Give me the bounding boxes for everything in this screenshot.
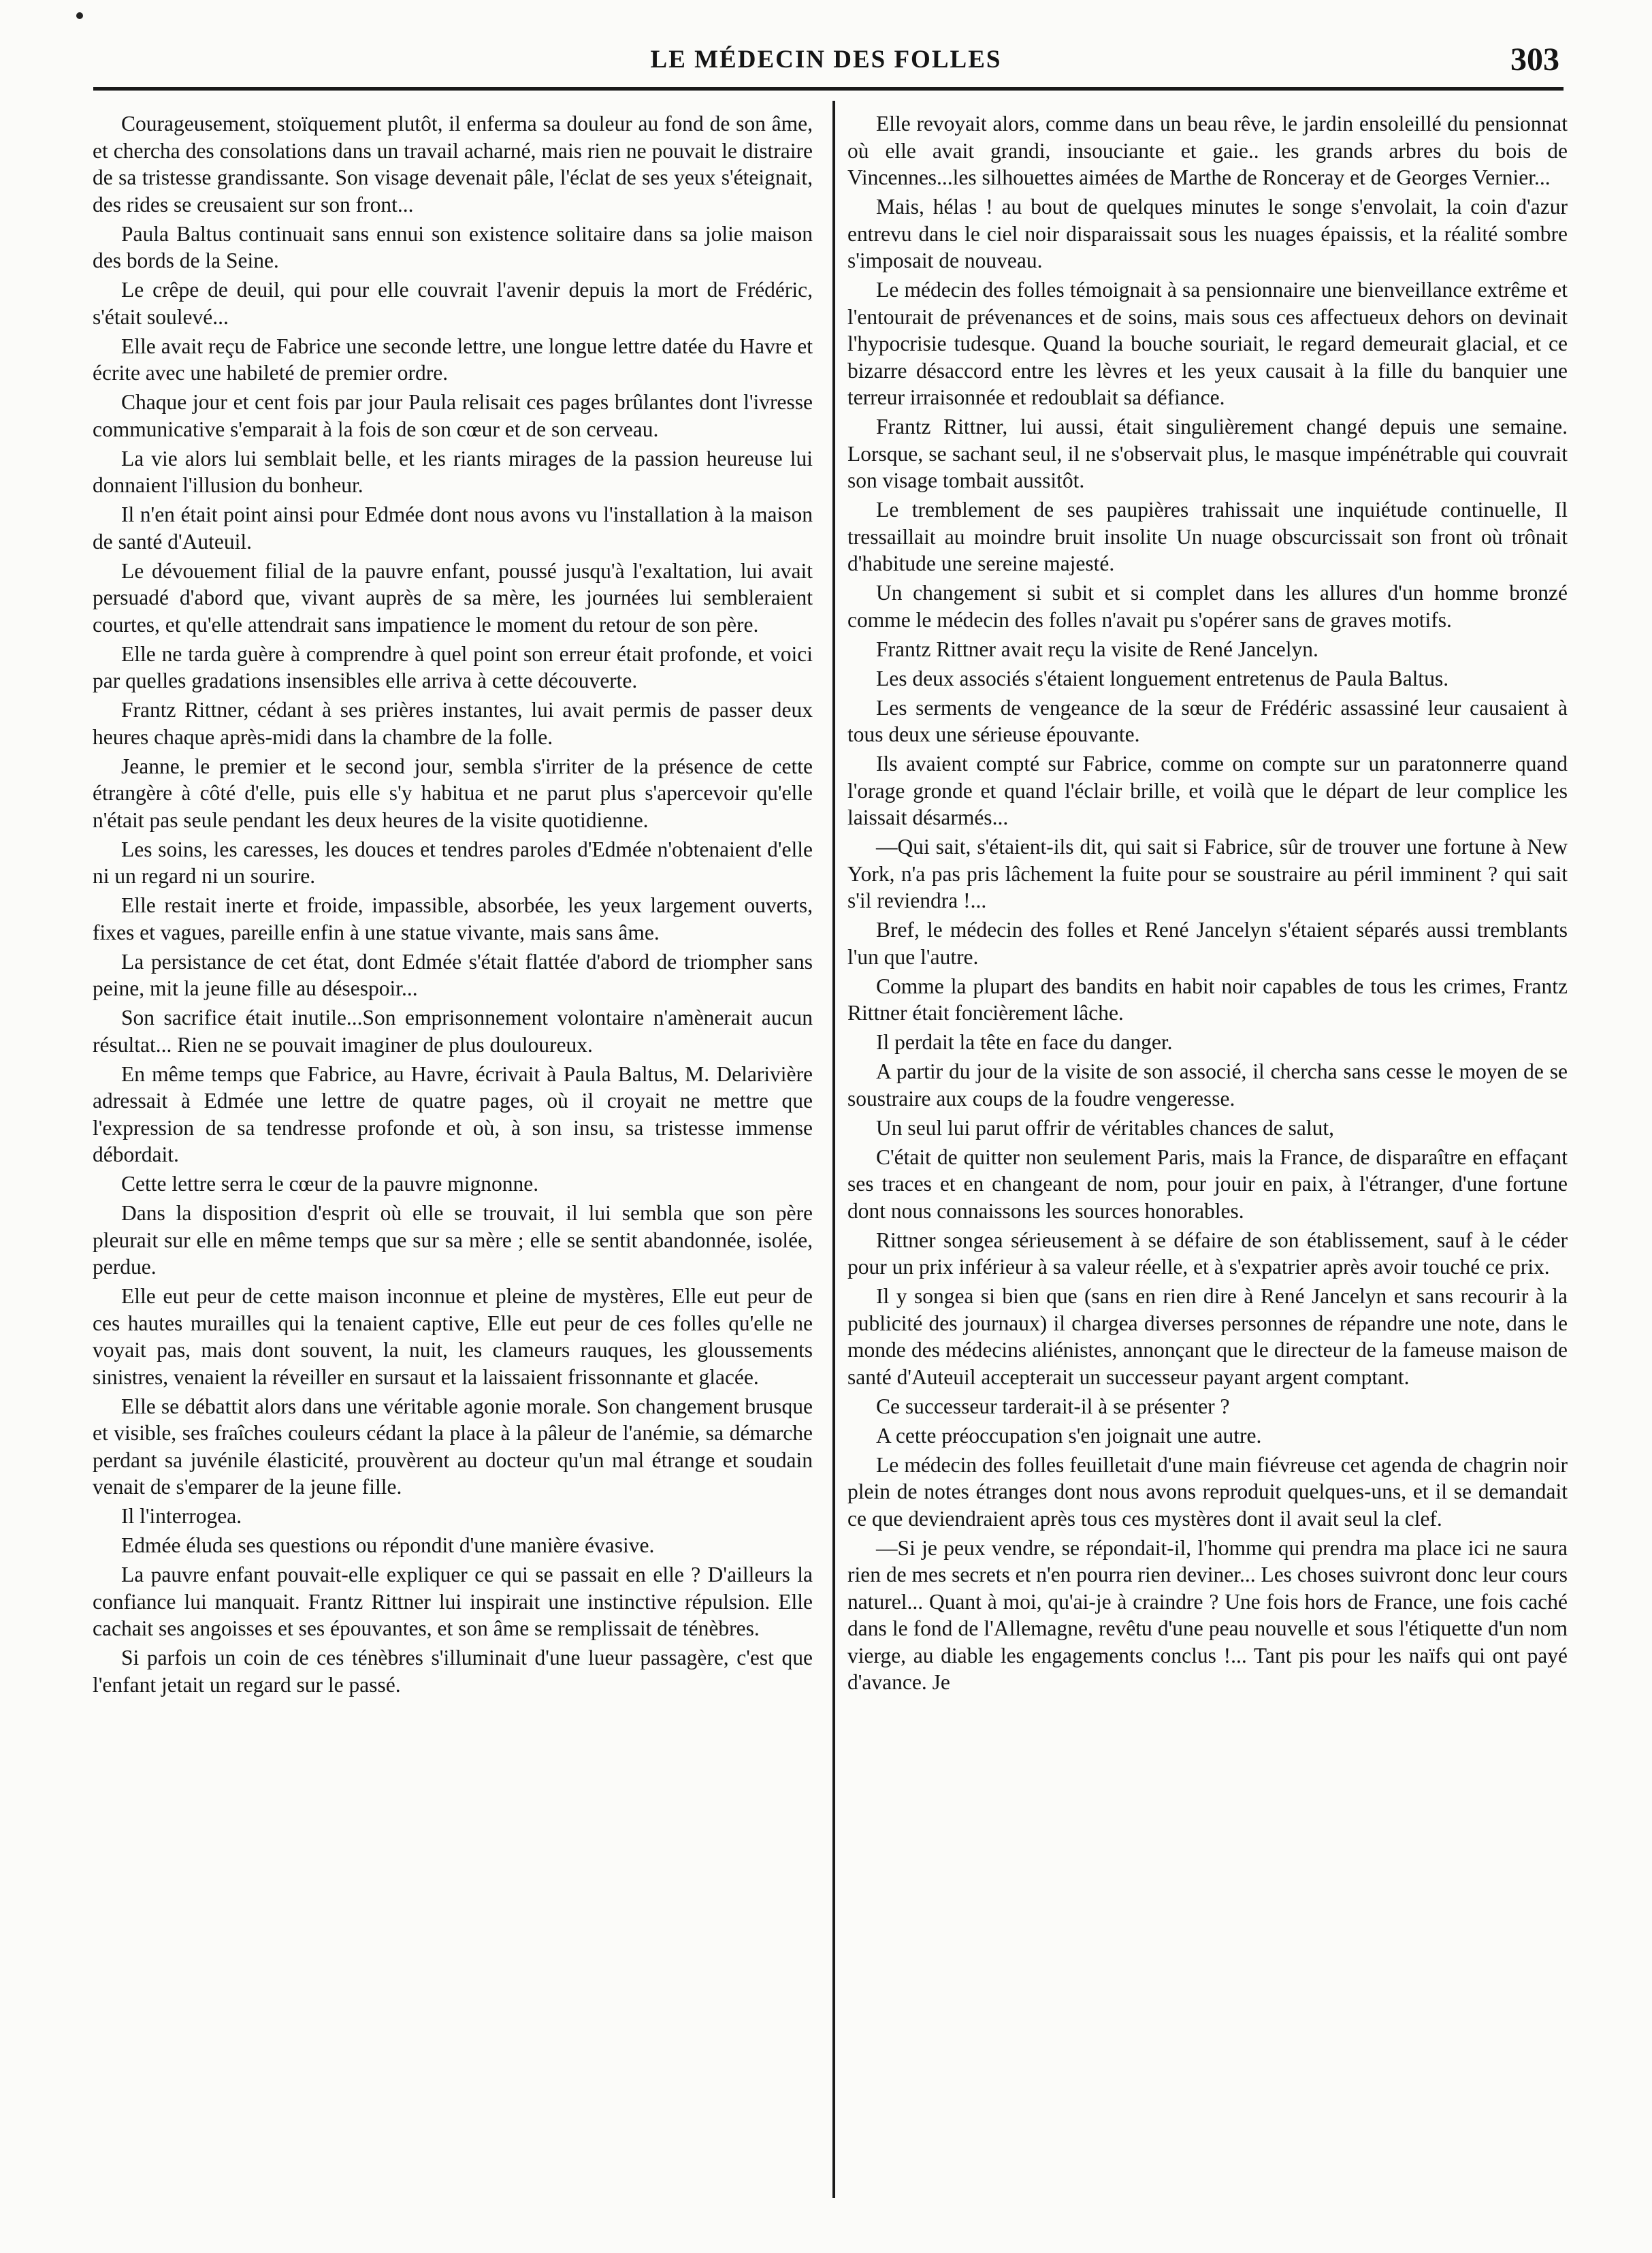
- paragraph: En même temps que Fabrice, au Havre, écrivait à Paula Baltus, M. Delarivière adressait à Edmée une lettre de quatre pages, où il croyait ne mettre que l'expression de sa tendresse profonde et où, à son insu, sa tristesse immense débordait.: [93, 1061, 813, 1166]
- paragraph: Les deux associés s'étaient longuement entretenus de Paula Baltus.: [876, 666, 1449, 690]
- paragraph: Elle restait inerte et froide, impassible, absorbée, les yeux largement ouverts, fixes et vagues, pareille enfin à une statue vivante, mais sans âme.: [93, 893, 813, 944]
- right-column: [847, 110, 1568, 2211]
- running-title: LE MÉDECIN DES FOLLES: [650, 46, 1002, 74]
- paragraph: Paula Baltus continuait sans ennui son existence solitaire dans sa jolie maison des bords de la Seine.: [93, 221, 813, 272]
- paragraph: Un changement si subit et si complet dans les allures d'un homme bronzé comme le médecin des folles n'avait pu s'opérer sans de graves motifs.: [847, 581, 1568, 632]
- paragraph: Elle eut peur de cette maison inconnue et pleine de mystères, Elle eut peur de ces hautes murailles qui la tenaient captive, Elle eut peur de ces folles qu'elle ne voyait pas, mais dont souvent, la nuit, les clameurs rauques, les gloussements sinistres, venaient la réveiller en sursaut et la laissaient frissonnante et glacée.: [93, 1284, 813, 1389]
- paragraph: —Qui sait, s'étaient-ils dit, qui sait si Fabrice, sûr de trouver une fortune à New York, n'a pas pris lâchement la fuite pour se soustraire au péril imminent ? qui sait s'il reviendra !...: [847, 835, 1568, 912]
- paragraph: Si parfois un coin de ces ténèbres s'illuminait d'une lueur passagère, c'est que l'enfant jetait un regard sur le passé.: [93, 1646, 813, 1697]
- paragraph: Comme la plupart des bandits en habit noir capables de tous les crimes, Frantz Rittner était foncièrement lâche.: [847, 974, 1568, 1025]
- paragraph: Rittner songea sérieusement à se défaire de son établissement, sauf à le céder pour un prix inférieur à sa valeur réelle, et à s'expatrier après avoir touché ce prix.: [847, 1228, 1568, 1279]
- paragraph: Chaque jour et cent fois par jour Paula relisait ces pages brûlantes dont l'ivresse communicative s'emparait à la fois de son cœur et de son cerveau.: [93, 390, 813, 441]
- paragraph: A cette préoccupation s'en joignait une autre.: [876, 1423, 1262, 1448]
- paragraph: Edmée éluda ses questions ou répondit d'une manière évasive.: [121, 1533, 655, 1557]
- paragraph: Le crêpe de deuil, qui pour elle couvrait l'avenir depuis la mort de Frédéric, s'était soulevé...: [93, 278, 813, 329]
- paragraph: Jeanne, le premier et le second jour, sembla s'irriter de la présence de cette étrangère à côté d'elle, puis elle s'y habitua et ne parut plus s'apercevoir qu'elle n'était pas seule pendant les deux heures de la visite quotidienne.: [93, 754, 813, 832]
- paragraph: Elle revoyait alors, comme dans un beau rêve, le jardin ensoleillé du pensionnat où elle avait grandi, insouciante et gaie.. les grands arbres du bois de Vincennes...les silhouettes aimées de Marthe de Ronceray et de Georges Vernier...: [847, 112, 1568, 189]
- page-number: 303: [1510, 42, 1559, 78]
- paragraph: Il l'interrogea.: [121, 1504, 242, 1528]
- left-column: [93, 110, 813, 2211]
- paragraph: Bref, le médecin des folles et René Jancelyn s'étaient séparés aussi tremblants l'un que l'autre.: [847, 918, 1568, 969]
- paragraph: Le tremblement de ses paupières trahissait une inquiétude continuelle, Il tressaillait au moindre bruit insolite Un nuage obscurcissait son front où trônait d'habitude une sereine majesté.: [847, 498, 1568, 575]
- paragraph: Il y songea si bien que (sans en rien dire à René Jancelyn et sans recourir à la publicité des journaux) il chargea diverses personnes de répandre une note, dans le monde des médecins aliénistes, annonçant que le directeur de la fameuse maison de santé d'Auteuil accepterait un successeur payant argent comptant.: [847, 1284, 1568, 1389]
- paragraph: Il n'en était point ainsi pour Edmée dont nous avons vu l'installation à la maison de santé d'Auteuil.: [93, 502, 813, 554]
- paragraph: Frantz Rittner, cédant à ses prières instantes, lui avait permis de passer deux heures chaque après-midi dans la chambre de la folle.: [93, 698, 813, 749]
- paragraph: A partir du jour de la visite de son associé, il chercha sans cesse le moyen de se soustraire aux coups de la foudre vengeresse.: [847, 1059, 1568, 1110]
- paragraph: Elle avait reçu de Fabrice une seconde lettre, une longue lettre datée du Havre et écrite avec une habileté de premier ordre.: [93, 334, 813, 385]
- paragraph: Il perdait la tête en face du danger.: [876, 1030, 1173, 1054]
- paragraph: Elle se débattit alors dans une véritable agonie morale. Son changement brusque et visible, ses fraîches couleurs cédant la place à la pâleur de l'anémie, sa démarche perdant sa juvénile élasticité, prouvèrent au docteur qu'un mal étrange et soudain venait de s'emparer de la jeune fille.: [93, 1394, 813, 1499]
- paragraph: Les soins, les caresses, les douces et tendres paroles d'Edmée n'obtenaient d'elle ni un regard ni un sourire.: [93, 837, 813, 888]
- paragraph: Le dévouement filial de la pauvre enfant, poussé jusqu'à l'exaltation, lui avait persuadé d'abord que, vivant auprès de sa mère, les journées lui sembleraient courtes, et qu'elle attendrait sans impatience le moment du retour de son père.: [93, 558, 813, 637]
- paragraph: Ils avaient compté sur Fabrice, comme on compte sur un paratonnerre quand l'orage gronde et quand l'éclair brille, et voilà que le départ de leur complice les laissait désarmés...: [847, 752, 1568, 829]
- paragraph: —Si je peux vendre, se répondait-il, l'homme qui prendra ma place ici ne saura rien de mes secrets et n'en pourra rien deviner... Les choses suivront donc leur cours naturel... Quant à moi, qu'ai-je à craindre ? Une fois hors de France, une fois caché dans le fond de l'Allemagne, revêtu d'une peau nouvelle et sous l'étiquette d'un nom vierge, au diable les engagements conclus !... Tant pis pour les naïfs qui ont payé d'avance. Je: [847, 1535, 1568, 1694]
- ink-dot: [76, 12, 83, 19]
- paragraph: La persistance de cet état, dont Edmée s'était flattée d'abord de triompher sans peine, mit la jeune fille au désespoir...: [93, 949, 813, 1000]
- paragraph: Les serments de vengeance de la sœur de Frédéric assassiné leur causaient à tous deux une sérieuse épouvante.: [847, 695, 1568, 746]
- paragraph: Frantz Rittner avait reçu la visite de René Jancelyn.: [876, 637, 1318, 661]
- paragraph: Cette lettre serra le cœur de la pauvre mignonne.: [121, 1172, 539, 1196]
- paragraph: La pauvre enfant pouvait-elle expliquer ce qui se passait en elle ? D'ailleurs la confiance lui manquait. Frantz Rittner lui inspirait une instinctive répulsion. Elle cachait ses angoisses et ses épouvantes, et son âme se remplissait de ténèbres.: [93, 1563, 813, 1640]
- paragraph: Son sacrifice était inutile...Son emprisonnement volontaire n'amènerait aucun résultat... Rien ne se pouvait imaginer de plus douloureux.: [93, 1006, 813, 1057]
- paragraph: Frantz Rittner, lui aussi, était singulièrement changé depuis une semaine. Lorsque, se sachant seul, il ne s'observait plus, le masque impénétrable qui couvrait son visage tombait aussitôt.: [847, 415, 1568, 492]
- paragraph: La vie alors lui semblait belle, et les riants mirages de la passion heureuse lui donnaient l'illusion du bonheur.: [93, 446, 813, 497]
- paragraph: Elle ne tarda guère à comprendre à quel point son erreur était profonde, et voici par quelles gradations insensibles elle arriva à cette découverte.: [93, 641, 813, 692]
- column-rule: [832, 101, 835, 2198]
- header-rule: [93, 87, 1564, 91]
- paragraph: Le médecin des folles feuilletait d'une main fiévreuse cet agenda de chagrin noir plein de notes étranges dont nous avons reproduit quelques-uns, et il se demandait ce que deviendraient après tous ces mystères dont il avait seul la clef.: [847, 1452, 1568, 1531]
- paragraph: Ce successeur tarderait-il à se présenter ?: [876, 1394, 1230, 1418]
- paragraph: Courageusement, stoïquement plutôt, il enferma sa douleur au fond de son âme, et chercha des consolations dans un travail acharné, mais rien ne pouvait le distraire de sa tristesse grandissante. Son visage devenait pâle, l'éclat de ses yeux s'éteignait, des rides se creusaient sur son front...: [93, 112, 813, 217]
- paragraph: Le médecin des folles témoignait à sa pensionnaire une bienveillance extrême et l'entourait de prévenances et de soins, mais sous ces affectueux dehors on devinait l'hypocrisie tudesque. Quand la bouche souriait, le regard demeurait glacial, et ce bizarre désaccord entre les lèvres et les yeux causait à la fille du banquier une terreur irraisonnée et redoublait sa défiance.: [847, 278, 1568, 409]
- paragraph: Un seul lui parut offrir de véritables chances de salut,: [876, 1115, 1334, 1140]
- paragraph: Dans la disposition d'esprit où elle se trouvait, il lui sembla que son père pleurait sur elle en même temps que sur sa mère ; elle se sentit abandonnée, isolée, perdue.: [93, 1201, 813, 1279]
- paragraph: Mais, hélas ! au bout de quelques minutes le songe s'envolait, la coin d'azur entrevu dans le ciel noir disparaissait sous les nuages épaissis, et la réalité sombre s'imposait de nouveau.: [847, 195, 1568, 272]
- paragraph: C'était de quitter non seulement Paris, mais la France, de disparaître en effaçant ses traces et en changeant de nom, pour jouir en paix, à l'étranger, d'une fortune dont nous connaissons les sources honorables.: [847, 1145, 1568, 1223]
